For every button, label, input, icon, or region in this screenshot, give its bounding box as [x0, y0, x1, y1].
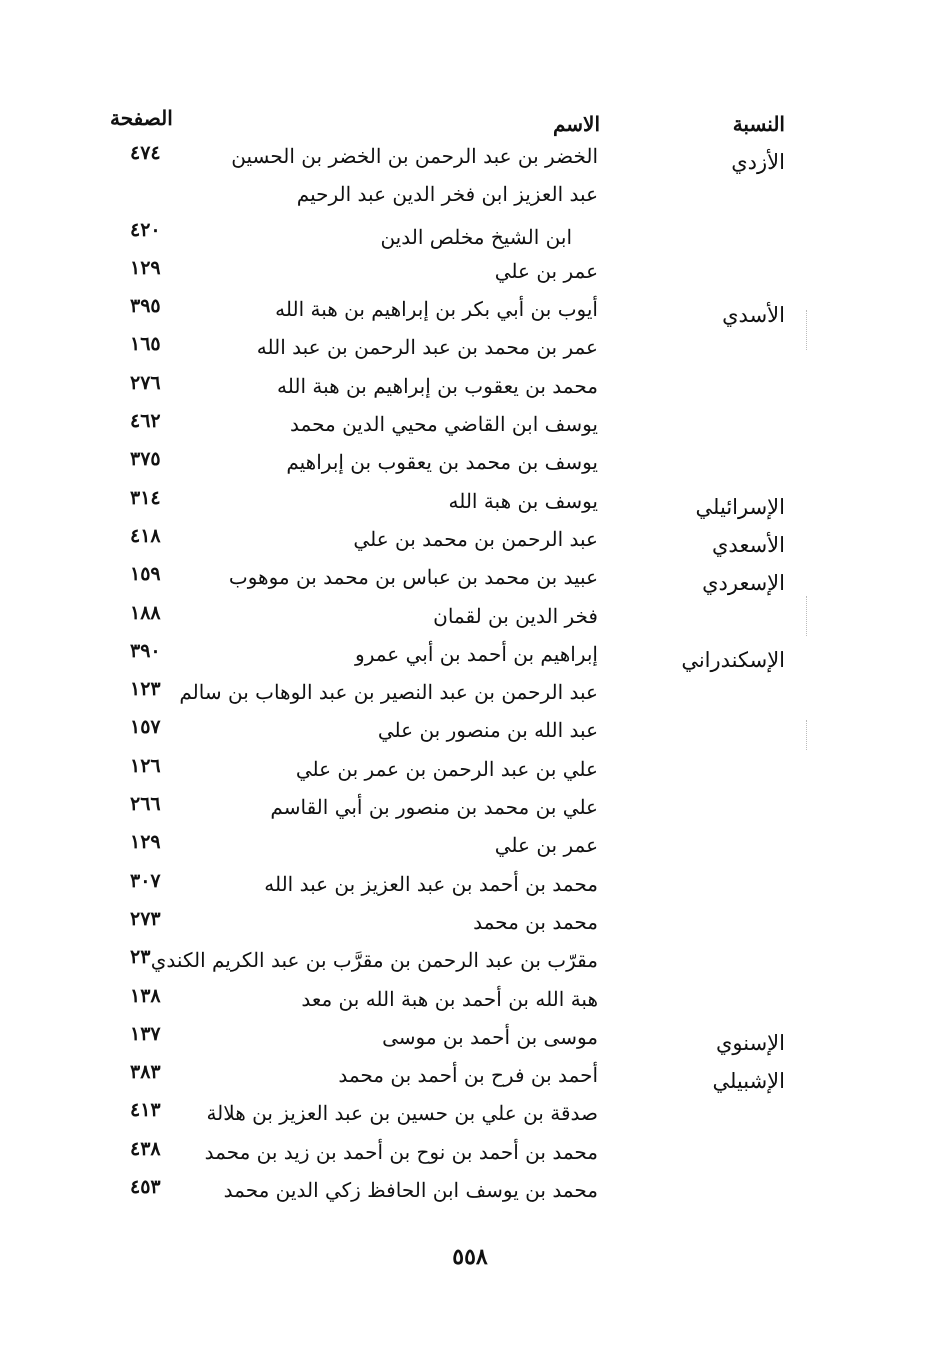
table-row: [0, 333, 940, 371]
page-cell: ٤٦٢: [130, 410, 161, 433]
margin-mark: [806, 596, 808, 636]
name-cell: مقرّب بن عبد الرحمن بن مقرَّب بن عبد الكريم الكندي: [150, 948, 598, 973]
table-row: [0, 602, 940, 640]
margin-mark: [806, 720, 808, 750]
page-cell: ٤٢٠: [130, 218, 161, 241]
table-row: [0, 372, 940, 410]
page-cell: ٣١٤: [130, 486, 161, 509]
page-cell: ٢٧٣: [130, 907, 161, 930]
page-cell: ٤٧٤: [130, 142, 161, 164]
header-name: الاسم: [552, 112, 600, 136]
margin-mark: [806, 310, 808, 350]
table-row: [0, 142, 940, 180]
page-cell: ٤١٨: [130, 524, 161, 547]
table-row: [0, 831, 940, 869]
page-cell: ٤٥٣: [130, 1176, 161, 1199]
table-row: [0, 563, 940, 601]
table-row: [0, 946, 940, 984]
page-cell: ٢٣: [130, 946, 151, 969]
index-table: [0, 142, 940, 1214]
name-cell: علي بن محمد بن منصور بن أبي القاسم: [270, 795, 598, 820]
nisba-cell: الإسنوي: [715, 1030, 785, 1055]
name-cell: عمر بن علي: [494, 258, 598, 283]
name-cell: علي بن عبد الرحمن بن عمر بن علي: [295, 756, 598, 781]
table-row: [0, 908, 940, 946]
name-cell: عمر بن محمد بن عبد الرحمن بن عبد الله: [256, 335, 598, 360]
name-cell: عمر بن علي: [494, 833, 598, 858]
name-cell: ابن الشيخ مخلص الدين: [380, 224, 572, 249]
page-number: ٥٥٨: [452, 1244, 488, 1270]
name-cell: محمد بن أحمد بن نوح بن أحمد بن زيد بن محمد: [204, 1139, 598, 1164]
nisba-cell: الأسدي: [722, 303, 785, 328]
page-cell: ١٥٩: [130, 563, 161, 586]
page-cell: ٢٦٦: [130, 793, 161, 816]
page-cell: ١٣٧: [130, 1022, 161, 1045]
name-cell: عبد الرحمن بن عبد النصير بن عبد الوهاب بن سالم: [179, 680, 598, 705]
name-cell: إبراهيم بن أحمد بن أبي عمرو: [355, 641, 598, 666]
name-cell: عبيد بن محمد بن عباس بن محمد بن موهوب: [228, 565, 598, 590]
table-row: [0, 716, 940, 754]
name-cell: هبة الله بن أحمد بن هبة الله بن معد: [301, 986, 598, 1011]
page-cell: ١٦٥: [130, 333, 161, 356]
name-cell: عبد الرحمن بن محمد بن علي: [353, 526, 598, 551]
header-page: الصفحة: [110, 106, 173, 130]
nisba-cell: الأسعدي: [712, 532, 785, 557]
page-cell: ٤١٣: [130, 1099, 161, 1122]
page-cell: ١٨٨: [130, 601, 161, 624]
table-row: [0, 1061, 940, 1099]
name-cell: موسى بن أحمد بن موسى: [382, 1024, 598, 1049]
table-row: [0, 640, 940, 678]
table-row: [0, 870, 940, 908]
table-row: [0, 1138, 940, 1176]
page-cell: ٣٩٥: [130, 295, 161, 318]
table-row: [0, 1176, 940, 1214]
table-row: [0, 755, 940, 793]
name-cell: يوسف ابن القاضي محيي الدين محمد: [290, 412, 598, 437]
table-row: [0, 219, 940, 257]
name-cell: عبد الله بن منصور بن علي: [377, 718, 598, 743]
name-cell: أيوب بن أبي بكر بن إبراهيم بن هبة الله: [275, 297, 598, 322]
table-row: [0, 410, 940, 448]
page-cell: ١٢٣: [130, 678, 161, 701]
table-row: [0, 678, 940, 716]
page-cell: ١٢٦: [130, 754, 161, 777]
table-row: [0, 1099, 940, 1137]
name-cell: يوسف بن محمد بن يعقوب بن إبراهيم: [286, 450, 598, 475]
name-cell: محمد بن يعقوب بن إبراهيم بن هبة الله: [277, 373, 598, 398]
page-cell: ٢٧٦: [130, 371, 161, 394]
nisba-cell: الأزدي: [731, 150, 785, 174]
table-row: [0, 793, 940, 831]
page-cell: ٤٣٨: [130, 1137, 161, 1160]
table-row: [0, 448, 940, 486]
page-cell: ١٣٨: [130, 984, 161, 1007]
page-cell: ١٥٧: [130, 716, 161, 739]
name-cell: محمد بن أحمد بن عبد العزيز بن عبد الله: [264, 871, 598, 896]
name-cell: صدقة بن علي بن حسين بن عبد العزيز بن هلالة: [206, 1101, 598, 1126]
page-cell: ٣٩٠: [130, 639, 161, 662]
nisba-cell: الإسكندراني: [681, 647, 785, 672]
page-cell: ٣٨٣: [130, 1061, 161, 1084]
nisba-cell: الإشبيلي: [712, 1069, 785, 1094]
name-cell: فخر الدين بن لقمان: [433, 603, 598, 628]
name-cell: أحمد بن فرح بن أحمد بن محمد: [338, 1063, 598, 1088]
table-row: [0, 487, 940, 525]
page-cell: ١٢٩: [130, 831, 161, 854]
table-row: [0, 180, 940, 218]
table-row: [0, 985, 940, 1023]
table-row: [0, 257, 940, 295]
name-cell: محمد بن محمد: [473, 909, 598, 934]
nisba-cell: الإسعردي: [702, 571, 785, 596]
header-nisba: النسبة: [732, 112, 785, 136]
page-cell: ٣٧٥: [130, 448, 161, 471]
table-row: [0, 525, 940, 563]
page-cell: ١٢٩: [130, 256, 161, 279]
name-cell: محمد بن يوسف ابن الحافظ زكي الدين محمد: [223, 1178, 598, 1203]
name-cell: الخضر بن عبد الرحمن بن الخضر بن الحسين: [231, 144, 598, 168]
name-cell: عبد العزيز ابن فخر الدين عبد الرحيم: [296, 182, 598, 207]
table-row: [0, 295, 940, 333]
nisba-cell: الإسرائيلي: [695, 494, 785, 519]
page-cell: ٣٠٧: [130, 869, 161, 892]
table-row: [0, 1023, 940, 1061]
name-cell: يوسف بن هبة الله: [448, 488, 598, 513]
